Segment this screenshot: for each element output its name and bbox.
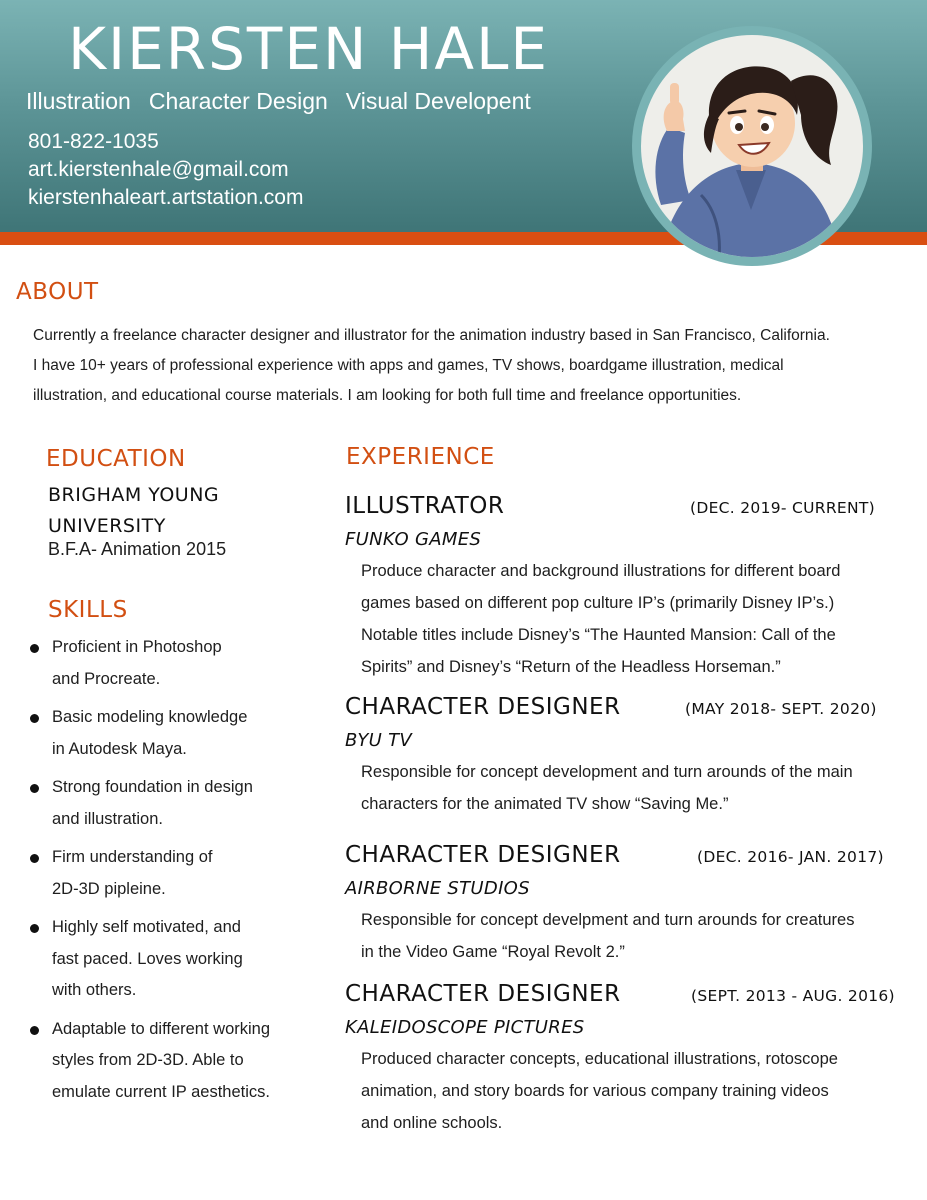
candidate-name: KIERSTEN HALE [68, 15, 550, 83]
job-description-line: characters for the animated TV show “Saving Me.” [361, 795, 729, 813]
job-title: CHARACTER DESIGNER [345, 694, 621, 720]
website-url: kierstenhaleart.artstation.com [28, 186, 304, 209]
skill-text: styles from 2D-3D. Able to [52, 1051, 244, 1069]
skill-text: and illustration. [52, 809, 163, 828]
job-description-line: animation, and story boards for various company training videos [361, 1082, 829, 1100]
skill-text: Strong foundation in design [52, 778, 253, 796]
skill-item [30, 702, 330, 765]
roles-line [26, 88, 531, 115]
skill-item [30, 842, 330, 905]
bullet-icon [30, 644, 39, 653]
job-company: AIRBORNE STUDIOS [345, 878, 530, 899]
job-company: BYU TV [345, 730, 413, 751]
job-description-line: Responsible for concept develpment and turn arounds for creatures [361, 911, 855, 929]
email-address: art.kierstenhale@gmail.com [28, 158, 289, 181]
skill-text: with others. [52, 981, 137, 999]
job-description-line: Produced character concepts, educational illustrations, rotoscope [361, 1050, 838, 1068]
degree: B.F.A- Animation 2015 [48, 539, 227, 559]
bullet-icon [30, 1026, 39, 1035]
experience-heading: EXPERIENCE [346, 444, 495, 470]
avatar [632, 26, 872, 266]
job-dates: (DEC. 2016- JAN. 2017) [697, 848, 884, 866]
job-description [361, 904, 911, 968]
phone-number: 801-822-1035 [28, 130, 159, 153]
skill-text: Highly self motivated, and [52, 918, 241, 936]
contact-info [28, 128, 303, 212]
education-heading: EDUCATION [46, 446, 186, 472]
skill-text: Adaptable to different working [52, 1019, 271, 1038]
job-description-line: in the Video Game “Royal Revolt 2.” [361, 943, 625, 961]
skill-item [30, 1014, 330, 1109]
skill-text: in Autodesk Maya. [52, 739, 187, 758]
job-description-line: Spirits” and Disney’s “Return of the Headless Horseman.” [361, 658, 781, 676]
school-name-line: UNIVERSITY [48, 515, 166, 537]
job-dates: (MAY 2018- SEPT. 2020) [685, 700, 877, 718]
skill-text: fast paced. Loves working [52, 949, 243, 968]
skill-text: and Procreate. [52, 669, 161, 688]
skills-heading: SKILLS [48, 597, 128, 623]
bullet-icon [30, 924, 39, 933]
about-paragraph [33, 321, 903, 411]
role-illustration: Illustration [26, 88, 131, 114]
job-company: FUNKO GAMES [345, 529, 482, 550]
skill-item [30, 772, 330, 835]
job-description-line: Notable titles include Disney’s “The Haunted Mansion: Call of the [361, 626, 836, 644]
role-character-design: Character Design [148, 88, 328, 114]
job-description-line: Responsible for concept development and turn arounds of the main [361, 763, 853, 781]
skill-item [30, 632, 330, 695]
about-line: I have 10+ years of professional experience with apps and games, TV shows, boardgame illustration, medical [33, 357, 784, 374]
about-line: illustration, and educational course materials. I am looking for both full time and freelance opportunities. [33, 387, 742, 404]
school-name-line: BRIGHAM YOUNG [48, 484, 220, 506]
skills-list [30, 632, 330, 1115]
job-dates: (DEC. 2019- CURRENT) [690, 499, 876, 517]
skill-text: 2D-3D pipleine. [52, 879, 166, 898]
job-title: ILLUSTRATOR [345, 493, 505, 519]
cartoon-character-portrait-icon [641, 35, 863, 257]
skill-text: Proficient in Photoshop [52, 638, 222, 656]
job-description [361, 555, 911, 683]
bullet-icon [30, 854, 39, 863]
skill-item [30, 912, 330, 1007]
school-name [48, 480, 278, 542]
job-dates: (SEPT. 2013 - AUG. 2016) [691, 987, 895, 1005]
skill-text: Firm understanding of [52, 848, 213, 866]
job-company: KALEIDOSCOPE PICTURES [345, 1017, 585, 1038]
skill-text: Basic modeling knowledge [52, 708, 248, 726]
job-description-line: Produce character and background illustrations for different board [361, 562, 841, 580]
bullet-icon [30, 784, 39, 793]
job-description-line: and online schools. [361, 1114, 503, 1132]
about-heading: ABOUT [16, 279, 99, 305]
job-title: CHARACTER DESIGNER [345, 842, 621, 868]
job-title: CHARACTER DESIGNER [345, 981, 621, 1007]
about-line: Currently a freelance character designer and illustrator for the animation industry based in San Francisco, California. [33, 327, 830, 344]
job-description [361, 756, 911, 820]
skill-text: emulate current IP aesthetics. [52, 1082, 270, 1101]
job-description-line: games based on different pop culture IP’s (primarily Disney IP’s.) [361, 594, 835, 612]
role-visual-development: Visual Developent [345, 88, 531, 114]
bullet-icon [30, 714, 39, 723]
job-description [361, 1043, 911, 1139]
